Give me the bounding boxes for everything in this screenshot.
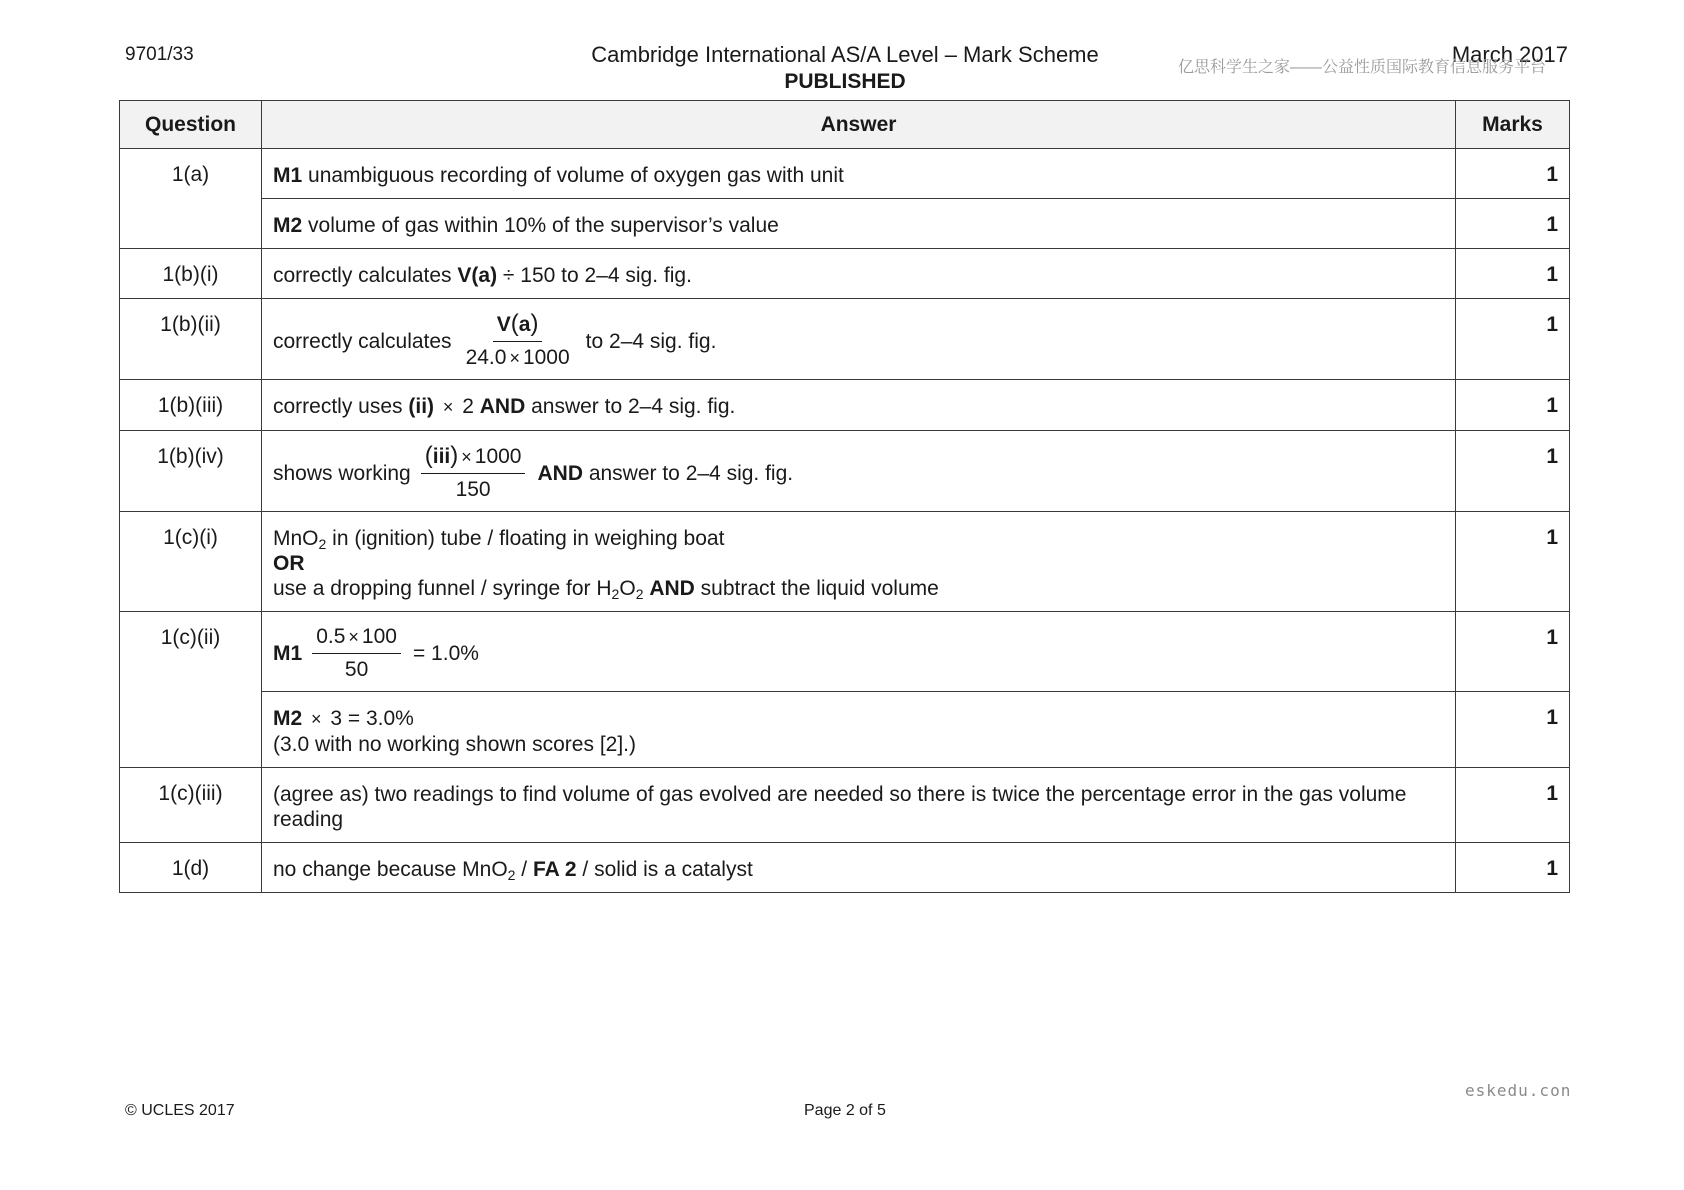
answer-text: / solid is a catalyst: [576, 858, 753, 881]
table-row: [120, 843, 1570, 893]
answer-cell: [262, 612, 1456, 692]
published-label: PUBLISHED: [784, 70, 906, 93]
header-watermark: 亿思科学生之家——公益性质国际教育信息服务平台: [1178, 59, 1547, 76]
fraction-denominator: 50: [344, 658, 369, 681]
answer-cell: [262, 431, 1456, 512]
question-number: 1(a): [120, 149, 262, 249]
fraction-numerator: 0.5 × 100: [312, 624, 401, 654]
answer-text: volume of gas within 10% of the supervisor’s value: [302, 214, 779, 237]
subscript: 2: [635, 586, 644, 602]
answer-text: correctly uses: [273, 395, 409, 418]
answer-cell: [262, 149, 1456, 199]
answer-text: correctly calculates: [273, 264, 458, 287]
document-title: Cambridge International AS/A Level – Mark Scheme: [591, 42, 1099, 67]
fraction-numerator: V(a): [493, 311, 543, 342]
mark-label: M1: [273, 642, 303, 665]
answer-line: [273, 576, 1445, 601]
formula-line: [273, 624, 1445, 683]
header-marks: Marks: [1456, 101, 1570, 149]
mark-label: M2: [273, 214, 303, 237]
marks-cell: 1: [1456, 843, 1570, 893]
table-row: [120, 431, 1570, 512]
marks-cell: 1: [1456, 149, 1570, 199]
marks-cell: 1: [1456, 692, 1570, 768]
header-question: Question: [120, 101, 262, 149]
marks-cell: 1: [1456, 299, 1570, 380]
fraction: [421, 443, 526, 503]
answer-bold: OR: [273, 552, 305, 575]
answer-cell: [262, 692, 1456, 768]
table-row: [120, 199, 1570, 249]
fraction: [462, 311, 574, 371]
table-row: [120, 149, 1570, 199]
answer-text: unambiguous recording of volume of oxygen gas with unit: [302, 164, 844, 187]
answer-text: in (ignition) tube / floating in weighing boat: [326, 527, 725, 550]
answer-text: /: [515, 858, 533, 881]
answer-line: [273, 551, 1445, 576]
exam-date: March 2017: [1451, 42, 1568, 67]
answer-text: ÷ 150 to 2–4 sig. fig.: [497, 264, 692, 287]
answer-cell: correctly uses (ii) × 2 AND answer to 2–4 sig. fig.: [262, 380, 1456, 431]
subscript: 2: [318, 536, 327, 552]
copyright: © UCLES 2017: [125, 1102, 235, 1119]
answer-line: [273, 526, 1445, 551]
question-number: 1(b)(iv): [120, 431, 262, 512]
numerator-iii: iii: [432, 445, 451, 468]
answer-bold: FA 2: [532, 858, 577, 881]
header-center: [590, 42, 1100, 94]
answer-line: M2 × 3 = 3.0%: [273, 707, 414, 730]
header-answer: Answer: [262, 101, 1456, 149]
formula-line: [273, 311, 1445, 371]
answer-cell: [262, 249, 1456, 299]
footer-watermark: eskedu.con: [1465, 1081, 1572, 1100]
subscript: 2: [611, 586, 620, 602]
table-row: [120, 768, 1570, 843]
table-row: [120, 249, 1570, 299]
answer-text: 3 = 3.0%: [324, 707, 414, 730]
marks-cell: 1: [1456, 612, 1570, 692]
fraction-denominator: 24.0 × 1000: [465, 346, 570, 369]
table-row: [120, 692, 1570, 768]
marks-cell: 1: [1456, 768, 1570, 843]
numerator-b: 100: [361, 625, 397, 648]
answer-text: = 1.0%: [412, 642, 479, 665]
answer-bold: V(a): [457, 264, 498, 287]
exam-code: 9701/33: [125, 44, 194, 65]
answer-bold: AND: [649, 577, 695, 600]
mark-label: M1: [273, 164, 303, 187]
answer-cell: (agree as) two readings to find volume of gas evolved are needed so there is twice the percentage error in the gas volume reading: [262, 768, 1456, 843]
question-number: 1(b)(i): [120, 249, 262, 299]
table-row: [120, 612, 1570, 692]
answer-bold: (ii): [408, 395, 435, 418]
table-row: [120, 512, 1570, 612]
answer-cell: [262, 299, 1456, 380]
question-number: 1(c)(i): [120, 512, 262, 612]
question-number: 1(b)(ii): [120, 299, 262, 380]
answer-text: to 2–4 sig. fig.: [585, 329, 717, 353]
answer-text: answer to 2–4 sig. fig.: [525, 395, 736, 418]
fraction-numerator: (iii) × 1000: [421, 443, 526, 474]
answer-cell: [262, 512, 1456, 612]
numerator-v: V: [496, 313, 511, 336]
numerator-b: 1000: [474, 445, 522, 468]
fraction: [312, 624, 401, 683]
question-number: 1(c)(iii): [120, 768, 262, 843]
mark-scheme-table: [119, 100, 1570, 893]
numerator-a: a: [518, 313, 531, 336]
answer-text: use a dropping funnel / syringe for H: [273, 577, 612, 600]
answer-text: no change because MnO: [273, 858, 508, 881]
denominator-b: 1000: [522, 346, 570, 369]
page-number: Page 2 of 5: [804, 1102, 886, 1119]
answer-text: subtract the liquid volume: [694, 577, 939, 600]
marks-cell: 1: [1456, 249, 1570, 299]
answer-cell: [262, 843, 1456, 893]
answer-text: answer to 2–4 sig. fig.: [582, 461, 794, 485]
question-number: 1(b)(iii): [120, 380, 262, 431]
subscript: 2: [507, 867, 516, 883]
marks-cell: 1: [1456, 380, 1570, 431]
formula-line: [273, 443, 1445, 503]
answer-text: 2: [456, 395, 480, 418]
numerator-a: 0.5: [316, 625, 346, 648]
denominator-a: 24.0: [465, 346, 507, 369]
answer-bold: AND: [537, 461, 583, 485]
marks-cell: 1: [1456, 199, 1570, 249]
answer-text: MnO: [273, 527, 319, 550]
table-header-row: [120, 101, 1570, 149]
mark-label: M2: [273, 707, 303, 730]
marks-cell: 1: [1456, 431, 1570, 512]
question-number: 1(d): [120, 843, 262, 893]
answer-text: O: [619, 577, 636, 600]
answer-line: (3.0 with no working shown scores [2].): [273, 733, 636, 756]
fraction-denominator: 150: [455, 478, 491, 501]
table-row: [120, 299, 1570, 380]
answer-text: shows working: [273, 461, 411, 485]
answer-text: correctly calculates: [273, 329, 452, 353]
answer-cell: [262, 199, 1456, 249]
answer-bold: AND: [479, 395, 526, 418]
question-number: 1(c)(ii): [120, 612, 262, 768]
marks-cell: 1: [1456, 512, 1570, 612]
table-row: [120, 380, 1570, 431]
